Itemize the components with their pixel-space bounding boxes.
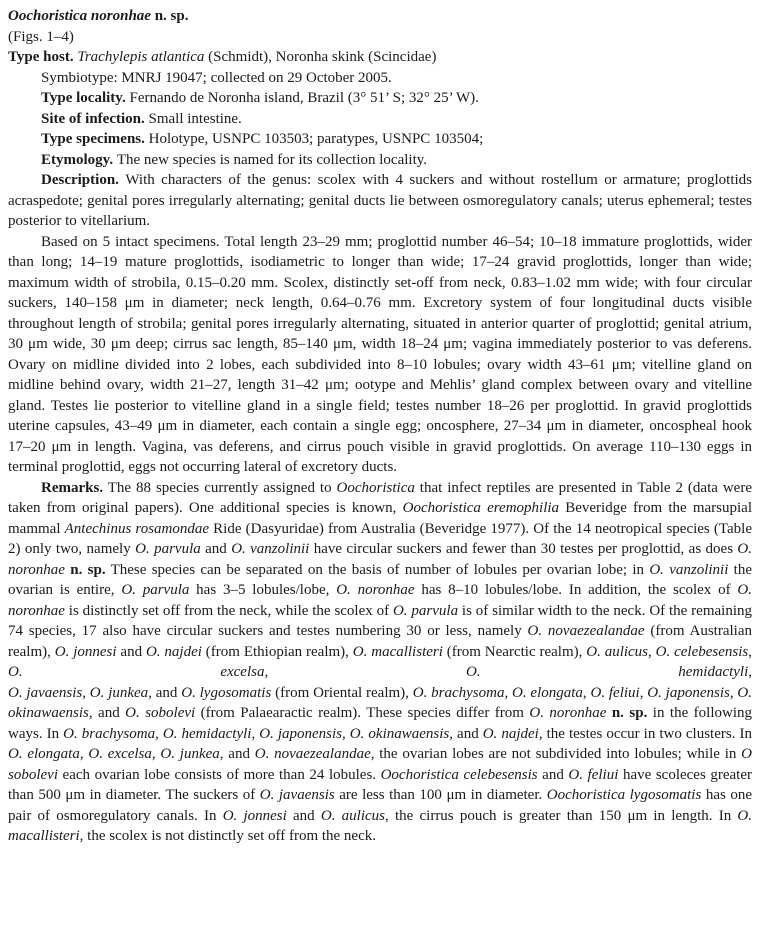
type-specimens-line: [8, 129, 752, 150]
text-segment: n. sp.: [150, 8, 189, 24]
text-segment: Oochoristica noronhae: [8, 8, 151, 24]
text-segment: ,: [79, 746, 89, 762]
text-segment: Description.: [41, 172, 126, 188]
text-segment: Oochoristica: [336, 479, 415, 496]
text-segment: Site of infection.: [41, 110, 149, 127]
species-title: [8, 6, 752, 27]
text-segment: These species can be separated on the basis of number of lobules per ovarian lobe; in: [105, 561, 650, 578]
text-segment: Beveridge from the marsupial mammal: [8, 500, 752, 537]
text-segment: , and: [449, 725, 483, 742]
text-segment: and: [200, 541, 232, 557]
text-segment: have scoleces greater than 500 μm in diameter. The suckers of: [8, 766, 752, 803]
text-segment: (from Oriental realm),: [271, 684, 413, 701]
text-segment: O. celebesensis: [655, 643, 749, 660]
text-segment: Oochoristica lygosomatis: [546, 787, 702, 803]
text-segment: each ovarian lobe consists of more than 24 lobules.: [58, 766, 381, 783]
etymology-line: [8, 150, 752, 171]
text-segment: O. lygosomatis: [181, 684, 272, 701]
text-segment: O. macallisteri: [8, 807, 752, 844]
text-segment: ,: [82, 684, 90, 701]
text-segment: ,: [748, 664, 753, 680]
text-segment: O. noronhae: [8, 541, 753, 578]
text-segment: O. parvula: [121, 582, 190, 598]
text-segment: , the scolex is not distinctly set off from the neck.: [79, 828, 377, 844]
text-segment: Symbiotype: MNRJ 19047; collected on 29 October 2005.: [41, 69, 392, 86]
text-segment: O. aulicus: [586, 643, 649, 660]
text-segment: (Schmidt), Noronha skink (Scincidae): [204, 49, 437, 65]
text-segment: and: [537, 766, 569, 783]
text-segment: Type specimens.: [41, 131, 149, 147]
text-segment: O. novaezealandae: [527, 623, 645, 639]
text-segment: O. jonnesi: [54, 643, 117, 660]
text-segment: Remarks.: [41, 479, 104, 496]
text-segment: O. jonnesi: [222, 807, 287, 824]
text-segment: , and: [88, 705, 126, 721]
text-segment: Trachylepis atlantica: [77, 49, 205, 65]
type-locality-line: [8, 88, 752, 109]
text-segment: O. javaensis: [259, 787, 335, 803]
text-segment: O. okinawaensis: [349, 725, 450, 742]
text-segment: O. sobolevi: [125, 705, 196, 721]
text-segment: have circular suckers and fewer than 30 testes per proglottid, as does: [309, 541, 738, 557]
text-segment: O. novaezealandae: [254, 746, 371, 762]
text-segment: ,: [639, 684, 648, 701]
text-segment: O. hemidactyli: [162, 725, 252, 742]
figs-reference: [8, 27, 752, 48]
text-segment: O. macallisteri: [352, 643, 443, 660]
text-segment: O. junkea: [160, 746, 220, 762]
text-segment: (from Palaearactic realm). These species differ from: [195, 705, 530, 721]
text-segment: ,: [729, 684, 738, 701]
text-segment: that infect reptiles are presented in Table 2 (data were taken from original papers). One additional species is known,: [8, 479, 752, 516]
text-segment: O. vanzolinii: [231, 541, 310, 557]
text-segment: O. japonensis: [259, 725, 343, 742]
text-segment: and: [116, 643, 146, 660]
text-segment: has 3–5 lobules/lobe,: [189, 582, 337, 598]
text-segment: O. okinawaensis: [8, 684, 752, 721]
text-segment: n. sp.: [70, 561, 106, 578]
text-segment: Oochoristica eremophilia: [402, 500, 560, 516]
text-segment: , the cirrus pouch is greater than 150 μm in length. In: [385, 807, 738, 824]
text-segment: ,: [342, 725, 350, 742]
text-segment: and: [286, 807, 321, 824]
text-segment: , and: [148, 684, 182, 701]
text-segment: (from Nearctic realm),: [442, 643, 587, 660]
text-segment: O. javaensis: [8, 684, 83, 701]
text-segment: O. feliui: [568, 766, 619, 783]
text-segment: O. noronhae: [336, 582, 415, 598]
text-segment: ,: [251, 725, 260, 742]
text-segment: has one pair of osmoregulatory canals. In: [8, 787, 752, 824]
text-segment: O. brachysoma: [412, 684, 505, 701]
text-segment: , the ovarian lobes are not subdivided into lobules; while in: [370, 746, 742, 762]
text-segment: O. najdei: [482, 725, 539, 742]
text-segment: ,: [648, 643, 656, 660]
site-of-infection-line: [8, 109, 752, 130]
measurements-paragraph: [8, 232, 752, 478]
symbiotype-line: [8, 68, 752, 89]
remarks-paragraph-2: [8, 683, 752, 847]
text-segment: O. najdei: [145, 643, 202, 660]
text-segment: With characters of the genus: scolex with 4 suckers and without rostellum or armature; proglottids acraspedote; genital pores irregularly alternating; genital ducts lie between osmoregulatory canals; uterus ephemeral; testes posterior to vitellarium.: [8, 172, 752, 229]
remarks-paragraph-1: [8, 478, 752, 683]
text-segment: Ride (Dasyuridae) from Australia (Beveridge 1977). Of the 14 neotropical species (Table 2) only two, namely: [8, 520, 752, 557]
text-segment: O. excelsa: [8, 664, 265, 680]
text-segment: Based on 5 intact specimens. Total length 23–29 mm; proglottid number 46–54; 10–18 immature proglottids, wider than long; 14–19 mature proglottids, isodiametric to longer than wide; 17–24 gravid proglottids, longer than wide; maximum width of strobila, 0.15–0.20 mm. Scolex, distinctly set-off from neck, 0.83–1.02 mm wide; with four circular suckers, 140–158 μm in diameter; neck length, 0.64–0.76 mm. Excretory system of four longitudinal ducts visible throughout length of strobila; genital pores irregularly alternating, situated in anterior quarter of proglottid; genital atrium, 30 μm wide, 30 μm deep; cirrus sac length, 85–140 μm, width 18–24 μm; vagina immediately posterior to vas deferens. Ovary on midline divided into 2 lobes, each subdivided into 8–10 lobules; ovary width 43–61 μm; vitelline gland on midline behind ovary, width 21–27, length 31–42 μm; ootype and Mehlis’ gland complex between ovary and vitelline gland. Testes lie posterior to vitelline gland in a single field; testes number 18–26 per proglottid. In gravid proglottids uterine capsules, 43–49 μm in diameter, each contain a single egg; oncosphere, 27–34 μm in diameter, oncospheal hook 17–20 μm in length. Vagina, vas deferens, and cirrus pouch visible in gravid proglottids. On average 110–130 eggs in terminal proglottid, eggs not occurring lateral of excretory ducts.: [8, 233, 752, 475]
text-segment: , and: [219, 746, 255, 762]
text-segment: , the testes occur in two clusters. In: [538, 725, 752, 742]
text-segment: O. elongata: [512, 684, 583, 701]
text-segment: (from Ethiopian realm),: [201, 643, 353, 660]
text-segment: O. parvula: [135, 541, 201, 557]
text-segment: O. noronhae: [529, 705, 607, 721]
text-segment: Holotype, USNPC 103503; paratypes, USNPC 103504;: [148, 131, 484, 147]
text-segment: is distinctly set off from the neck, while the scolex of: [64, 602, 393, 619]
text-segment: O. feliui: [590, 684, 640, 701]
text-segment: (from Australian realm),: [8, 623, 752, 660]
text-segment: is of similar width to the neck. Of the remaining 74 species, 17 also have circular suckers and testes numbering 30 or less, namely: [8, 602, 752, 639]
text-segment: Antechinus rosamondae: [64, 520, 210, 537]
text-segment: O sobolevi: [8, 746, 752, 783]
text-segment: ,: [155, 725, 163, 742]
text-segment: in the following ways. In: [8, 705, 753, 742]
description-paragraph: [8, 170, 752, 232]
text-segment: O. noronhae: [8, 582, 753, 619]
text-segment: ,: [504, 684, 513, 701]
text-segment: O. vanzolinii: [649, 561, 729, 578]
text-segment: Small intestine.: [148, 110, 242, 127]
text-segment: ,: [582, 684, 591, 701]
text-segment: O. excelsa: [88, 746, 152, 762]
type-host-line: [8, 47, 752, 68]
text-segment: Etymology.: [41, 151, 117, 168]
text-segment: ,: [264, 664, 466, 680]
text-segment: are less than 100 μm in diameter.: [334, 787, 547, 803]
text-segment: O. japonensis: [647, 684, 730, 701]
text-segment: O. hemidactyli: [465, 664, 749, 680]
text-segment: Oochoristica celebesensis: [380, 766, 538, 783]
text-segment: (Figs. 1–4): [8, 28, 74, 45]
text-segment: The new species is named for its collection locality.: [116, 151, 428, 168]
text-segment: O. elongata: [8, 746, 80, 762]
text-segment: has 8–10 lobules/lobe. In addition, the scolex of: [414, 582, 738, 598]
text-segment: The 88 species currently assigned to: [103, 479, 337, 496]
text-segment: n. sp.: [611, 705, 648, 721]
text-segment: Type locality.: [41, 90, 130, 106]
text-segment: O. brachysoma: [63, 725, 156, 742]
text-segment: ,: [748, 643, 752, 660]
text-segment: Fernando de Noronha island, Brazil (3° 51’ S; 32° 25’ W).: [129, 90, 479, 106]
text-segment: Type host.: [8, 49, 78, 65]
text-segment: O. aulicus: [320, 807, 386, 824]
text-segment: O. parvula: [392, 602, 459, 619]
text-segment: the ovarian is entire,: [8, 561, 752, 598]
text-segment: O. junkea: [89, 684, 149, 701]
text-segment: ,: [151, 746, 161, 762]
